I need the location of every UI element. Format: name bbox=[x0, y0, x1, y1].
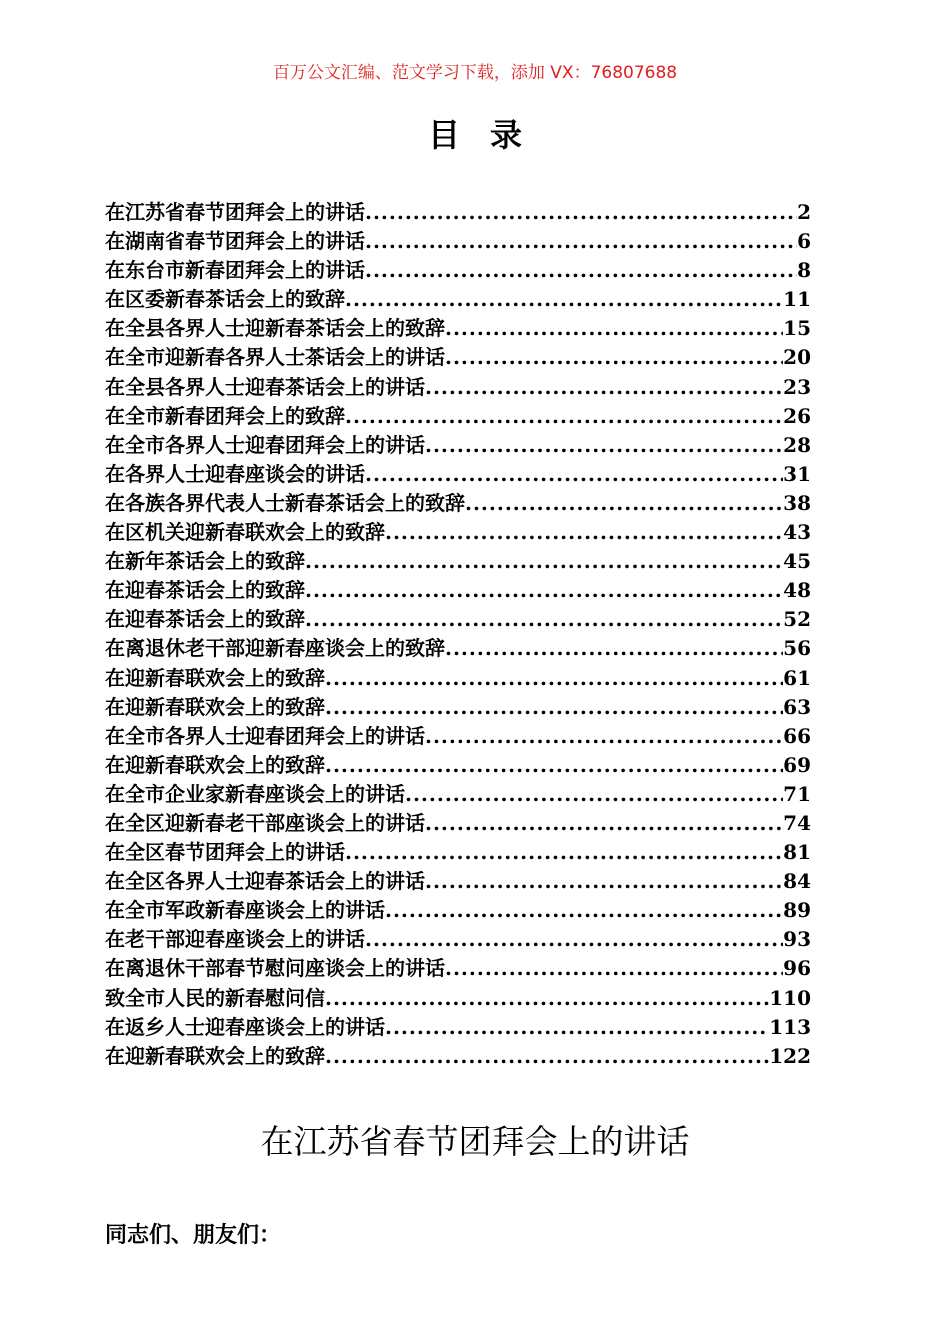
toc-entry-title: 在离退休干部春节慰问座谈会上的讲话 bbox=[105, 956, 445, 981]
toc-entry[interactable] bbox=[105, 691, 811, 720]
toc-entry[interactable] bbox=[105, 632, 811, 661]
toc-entry-title: 在新年茶话会上的致辞 bbox=[105, 549, 305, 574]
toc-leader-dots bbox=[385, 1015, 769, 1039]
toc-leader-dots bbox=[305, 607, 783, 631]
toc-leader-dots bbox=[365, 200, 797, 224]
toc-entry[interactable] bbox=[105, 400, 811, 429]
toc-leader-dots bbox=[445, 956, 783, 980]
toc-entry-page: 71 bbox=[783, 781, 811, 806]
toc-leader-dots bbox=[425, 375, 783, 399]
toc-leader-dots bbox=[385, 898, 783, 922]
toc-leader-dots bbox=[445, 345, 783, 369]
toc-entry-page: 96 bbox=[783, 956, 811, 981]
toc-leader-dots bbox=[345, 287, 783, 311]
toc-entry-title: 在迎春茶话会上的致辞 bbox=[105, 607, 305, 632]
toc-entry-page: 61 bbox=[783, 665, 811, 690]
toc-leader-dots bbox=[365, 462, 783, 486]
toc-entry-title: 致全市人民的新春慰问信 bbox=[105, 985, 325, 1010]
toc-title: 目录 bbox=[427, 116, 552, 154]
toc-leader-dots bbox=[465, 491, 783, 515]
toc-entry-title: 在江苏省春节团拜会上的讲话 bbox=[105, 200, 365, 224]
toc-leader-dots bbox=[305, 578, 783, 602]
toc-leader-dots bbox=[425, 724, 783, 748]
toc-entry[interactable] bbox=[105, 778, 811, 807]
toc-leader-dots bbox=[325, 695, 783, 719]
toc-entry[interactable] bbox=[105, 1011, 811, 1040]
toc-entry-page: 28 bbox=[783, 432, 811, 457]
header-note: 百万公文汇编、范文学习下载，添加 VX：76807688 bbox=[272, 63, 678, 83]
toc-entry[interactable] bbox=[105, 196, 811, 225]
toc-entry-title: 在全区各界人士迎春茶话会上的讲话 bbox=[105, 869, 425, 894]
toc-entry-title: 在全市企业家新春座谈会上的讲话 bbox=[105, 781, 405, 806]
toc-leader-dots bbox=[365, 229, 797, 253]
toc-leader-dots bbox=[385, 520, 783, 544]
toc-entry-title: 在各族各界代表人士新春茶话会上的致辞 bbox=[105, 490, 465, 515]
toc-entry-title: 在全市新春团拜会上的致辞 bbox=[105, 403, 345, 428]
toc-entry[interactable] bbox=[105, 545, 811, 574]
toc-entry-title: 在迎新春联欢会上的致辞 bbox=[105, 694, 325, 719]
toc-leader-dots bbox=[325, 753, 783, 777]
toc-entry-page: 48 bbox=[783, 578, 811, 603]
toc-leader-dots bbox=[425, 433, 783, 457]
toc-leader-dots bbox=[325, 666, 783, 690]
toc-leader-dots bbox=[365, 258, 797, 282]
toc-leader-dots bbox=[305, 549, 783, 573]
toc-entry-page: 52 bbox=[783, 607, 811, 632]
toc-entry-title: 在全市迎新春各界人士茶话会上的讲话 bbox=[105, 345, 445, 370]
toc-entry-page: 122 bbox=[769, 1043, 811, 1068]
toc-entry[interactable] bbox=[105, 603, 811, 632]
toc-leader-dots bbox=[425, 811, 783, 835]
toc-leader-dots bbox=[445, 316, 783, 340]
toc-entry[interactable] bbox=[105, 225, 811, 254]
toc-entry-page: 11 bbox=[783, 287, 811, 312]
toc-entry-page: 23 bbox=[783, 374, 811, 399]
toc-entry-page: 110 bbox=[769, 985, 811, 1010]
toc-entry-title: 在全市各界人士迎春团拜会上的讲话 bbox=[105, 723, 425, 748]
toc-leader-dots bbox=[325, 986, 769, 1010]
toc-entry-title: 在迎新春联欢会上的致辞 bbox=[105, 665, 325, 690]
toc-entry[interactable] bbox=[105, 574, 811, 603]
toc-entry[interactable] bbox=[105, 894, 811, 923]
toc-entry[interactable] bbox=[105, 487, 811, 516]
section-title: 在江苏省春节团拜会上的讲话 bbox=[260, 1122, 690, 1161]
toc-entry-page: 8 bbox=[797, 258, 811, 283]
toc-entry-page: 26 bbox=[783, 403, 811, 428]
toc-entry[interactable] bbox=[105, 952, 811, 981]
toc-entry-title: 在全区迎新春老干部座谈会上的讲话 bbox=[105, 810, 425, 835]
toc-entry[interactable] bbox=[105, 341, 811, 370]
toc-entry[interactable] bbox=[105, 254, 811, 283]
toc-entry-title: 在全县各界人士迎新春茶话会上的致辞 bbox=[105, 316, 445, 341]
toc-entry-page: 38 bbox=[783, 490, 811, 515]
toc-entry[interactable] bbox=[105, 749, 811, 778]
toc-entry[interactable] bbox=[105, 720, 811, 749]
toc-entry-title: 在东台市新春团拜会上的讲话 bbox=[105, 258, 365, 283]
toc-entry-title: 在迎新春联欢会上的致辞 bbox=[105, 1043, 325, 1068]
toc-entry-page: 20 bbox=[783, 345, 811, 370]
toc-entry[interactable] bbox=[105, 283, 811, 312]
toc-entry[interactable] bbox=[105, 312, 811, 341]
toc-entry[interactable] bbox=[105, 1040, 811, 1069]
toc-entry-page: 31 bbox=[783, 461, 811, 486]
toc-leader-dots bbox=[445, 636, 783, 660]
toc-entry-page: 15 bbox=[783, 316, 811, 341]
toc-entry-page: 84 bbox=[783, 869, 811, 894]
toc-entry-page: 113 bbox=[769, 1014, 811, 1039]
toc-entry-page: 93 bbox=[783, 927, 811, 952]
toc-entry[interactable] bbox=[105, 516, 811, 545]
toc-entry-title: 在各界人士迎春座谈会的讲话 bbox=[105, 461, 365, 486]
toc-entry-page: 45 bbox=[783, 549, 811, 574]
toc-entry-page: 63 bbox=[783, 694, 811, 719]
toc-entry-page: 66 bbox=[783, 723, 811, 748]
toc-leader-dots bbox=[325, 1044, 769, 1068]
toc-leader-dots bbox=[425, 869, 783, 893]
toc-leader-dots bbox=[345, 404, 783, 428]
toc-entry-page: 81 bbox=[783, 840, 811, 865]
toc-entry-page: 74 bbox=[783, 810, 811, 835]
toc-entry-title: 在区委新春茶话会上的致辞 bbox=[105, 287, 345, 312]
toc-entry-title: 在返乡人士迎春座谈会上的讲话 bbox=[105, 1014, 385, 1039]
toc-leader-dots bbox=[345, 840, 783, 864]
toc-entry-title: 在全区春节团拜会上的讲话 bbox=[105, 840, 345, 865]
toc-entry[interactable] bbox=[105, 807, 811, 836]
toc-entry-page: 2 bbox=[797, 200, 811, 224]
greeting: 同志们、朋友们： bbox=[105, 1222, 282, 1248]
toc-entry-page: 56 bbox=[783, 636, 811, 661]
toc-entry-title: 在离退休老干部迎新春座谈会上的致辞 bbox=[105, 636, 445, 661]
toc-entry[interactable] bbox=[105, 836, 811, 865]
toc-entry-title: 在区机关迎新春联欢会上的致辞 bbox=[105, 520, 385, 545]
toc-entry-title: 在老干部迎春座谈会上的讲话 bbox=[105, 927, 365, 952]
table-of-contents bbox=[105, 196, 811, 1069]
toc-entry-title: 在全市各界人士迎春团拜会上的讲话 bbox=[105, 432, 425, 457]
toc-entry-page: 43 bbox=[783, 520, 811, 545]
toc-entry[interactable] bbox=[105, 923, 811, 952]
toc-entry[interactable] bbox=[105, 982, 811, 1011]
toc-entry[interactable] bbox=[105, 865, 811, 894]
toc-entry-title: 在湖南省春节团拜会上的讲话 bbox=[105, 229, 365, 254]
toc-entry-title: 在全市军政新春座谈会上的讲话 bbox=[105, 898, 385, 923]
toc-entry-page: 6 bbox=[797, 229, 811, 254]
toc-entry-title: 在迎新春联欢会上的致辞 bbox=[105, 752, 325, 777]
toc-entry[interactable] bbox=[105, 662, 811, 691]
toc-entry-title: 在全县各界人士迎春茶话会上的讲话 bbox=[105, 374, 425, 399]
toc-leader-dots bbox=[365, 927, 783, 951]
toc-entry[interactable] bbox=[105, 371, 811, 400]
toc-entry-page: 69 bbox=[783, 752, 811, 777]
toc-entry[interactable] bbox=[105, 429, 811, 458]
toc-entry[interactable] bbox=[105, 458, 811, 487]
toc-entry-title: 在迎春茶话会上的致辞 bbox=[105, 578, 305, 603]
toc-entry-page: 89 bbox=[783, 898, 811, 923]
toc-leader-dots bbox=[405, 782, 783, 806]
